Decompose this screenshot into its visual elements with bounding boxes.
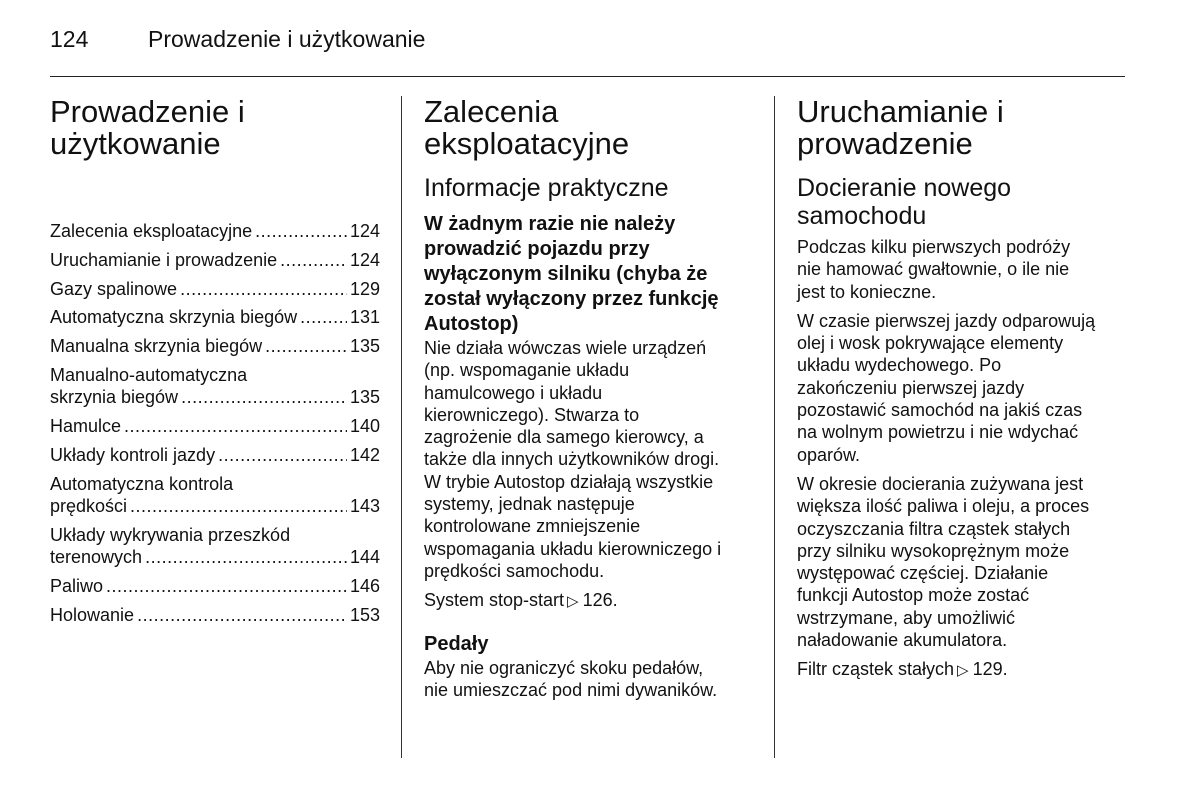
text-line: zagrożenie dla samego kierowcy, a	[424, 427, 704, 448]
toc-label: Holowanie	[50, 604, 135, 625]
text-line: na wolnym powietrzu i nie wdychać	[797, 422, 1079, 443]
toc-leader	[265, 335, 347, 357]
toc-page: 143	[349, 495, 380, 516]
toc-label: Manualna skrzynia biegów	[50, 336, 263, 357]
reference-page: 126.	[582, 590, 618, 611]
text-line: kontrolowane zmniejszenie	[424, 516, 641, 537]
warning-line: wyłączonym silniku (chyba że	[424, 263, 708, 285]
text-line: Podczas kilku pierwszych podróży	[797, 237, 1071, 257]
toc-leader	[106, 575, 347, 597]
toc-label: Automatyczna skrzynia biegów	[50, 307, 298, 328]
toc-page: 135	[349, 387, 380, 408]
toc-item[interactable]	[50, 306, 380, 328]
subsection-title-line: samochodu	[797, 202, 927, 230]
text-line: nie hamować gwałtownie, o ile nie	[797, 259, 1070, 280]
toc-label: Układy wykrywania przeszkód	[50, 524, 291, 545]
reference-page: 129.	[972, 659, 1008, 680]
toc-item[interactable]	[50, 473, 380, 518]
text-line: przy silniku wysokoprężnym może	[797, 540, 1070, 561]
toc-label: skrzynia biegów	[50, 387, 179, 408]
toc-label: terenowych	[50, 547, 143, 568]
body-paragraph	[797, 473, 1132, 651]
pedals-heading: Pedały	[424, 632, 489, 655]
text-line: systemy, jednak następuje	[424, 494, 635, 515]
cross-reference[interactable]	[424, 589, 756, 613]
text-line: zakończeniu pierwszej jazdy	[797, 377, 1025, 398]
text-line: Aby nie ograniczyć skoku pedałów,	[424, 657, 704, 678]
toc-leader	[300, 306, 347, 328]
reference-text: Filtr cząstek stałych	[797, 659, 955, 680]
warning-line: Autostop)	[424, 313, 519, 335]
text-line: W trybie Autostop działają wszystkie	[424, 471, 714, 492]
toc-item[interactable]	[50, 335, 380, 357]
toc-page: 124	[349, 249, 380, 270]
table-of-contents	[50, 220, 380, 626]
warning-line: prowadzić pojazdu przy	[424, 238, 650, 260]
warning-line: został wyłączony przez funkcję	[424, 288, 719, 310]
toc-page: 140	[349, 416, 380, 437]
chapter-column	[50, 96, 380, 632]
warning-heading	[424, 212, 756, 337]
text-line: układu wydechowego. Po	[797, 355, 1002, 376]
text-line: prędkości samochodu.	[424, 560, 605, 581]
text-line: pozostawić samochód na jakiś czas	[797, 400, 1083, 421]
section-title-line: Zalecenia	[424, 94, 559, 129]
toc-label: Układy kontroli jazdy	[50, 444, 216, 465]
toc-item[interactable]	[50, 444, 380, 466]
toc-item[interactable]	[50, 364, 380, 409]
text-line: nie umieszczać pod nimi dywaników.	[424, 679, 718, 700]
page-header	[50, 26, 1125, 77]
section-column	[424, 96, 756, 708]
text-line: występować częściej. Działanie	[797, 563, 1049, 584]
text-line: funkcji Autostop może zostać	[797, 585, 1030, 606]
page-number: 124	[50, 26, 89, 52]
toc-label: Uruchamianie i prowadzenie	[50, 249, 278, 270]
toc-leader	[137, 604, 347, 626]
toc-leader	[145, 546, 347, 568]
text-line: wspomagania układu kierowniczego i	[424, 538, 722, 559]
reference-text: System stop-start	[424, 590, 565, 611]
toc-item[interactable]	[50, 415, 380, 437]
toc-page: 144	[349, 547, 380, 568]
text-line: W okresie docierania zużywana jest	[797, 473, 1084, 494]
subsection-title: Informacje praktyczne	[424, 174, 669, 202]
text-line: oparów.	[797, 444, 861, 465]
section-title	[424, 96, 756, 160]
text-line: (np. wspomaganie układu	[424, 360, 630, 381]
text-line: olej i wosk pokrywające elementy	[797, 333, 1064, 354]
toc-item[interactable]	[50, 220, 380, 242]
toc-leader	[255, 220, 347, 242]
subsection-title-line: Docieranie nowego	[797, 174, 1012, 202]
toc-page: 135	[349, 336, 380, 357]
subsection-title	[797, 174, 1132, 230]
arrow-right-icon: ▷	[567, 593, 579, 611]
toc-item[interactable]	[50, 524, 380, 569]
text-line: Nie działa wówczas wiele urządzeń	[424, 338, 707, 358]
toc-leader	[130, 495, 347, 517]
toc-page: 153	[349, 604, 380, 625]
warning-line: W żadnym razie nie należy	[424, 213, 676, 235]
text-line: naładowanie akumulatora.	[797, 630, 1008, 651]
toc-label: Hamulce	[50, 416, 122, 437]
body-paragraph	[424, 337, 756, 582]
text-line: jest to konieczne.	[797, 281, 937, 302]
text-line: większa ilość paliwa i oleju, a proces	[797, 496, 1090, 517]
text-line: także dla innych użytkowników drogi.	[424, 449, 720, 470]
toc-leader	[180, 278, 347, 300]
chapter-title-line: użytkowanie	[50, 126, 221, 161]
toc-item[interactable]	[50, 249, 380, 271]
toc-page: 131	[349, 307, 380, 328]
text-line: hamulcowego i układu	[424, 382, 603, 403]
toc-label: Manualno-automatyczna	[50, 364, 248, 385]
column-divider	[774, 96, 775, 758]
section-title-line: eksploatacyjne	[424, 126, 630, 161]
cross-reference[interactable]	[797, 658, 1132, 682]
body-paragraph	[424, 657, 756, 702]
section-title-line: prowadzenie	[797, 126, 973, 161]
toc-leader	[280, 249, 347, 271]
toc-label: Gazy spalinowe	[50, 278, 178, 299]
body-paragraph	[797, 310, 1132, 466]
arrow-right-icon: ▷	[957, 662, 969, 680]
toc-leader	[181, 386, 347, 408]
text-line: kierowniczego). Stwarza to	[424, 404, 640, 425]
toc-label: Paliwo	[50, 575, 104, 596]
chapter-title	[50, 96, 380, 160]
toc-leader	[218, 444, 347, 466]
toc-label: Zalecenia eksploatacyjne	[50, 221, 253, 241]
column-divider	[401, 96, 402, 758]
section-title	[797, 96, 1132, 160]
body-paragraph	[797, 236, 1132, 303]
toc-item[interactable]	[50, 278, 380, 300]
toc-page: 146	[349, 575, 380, 596]
toc-leader	[124, 415, 347, 437]
section-column	[797, 96, 1132, 690]
toc-label: Automatyczna kontrola	[50, 473, 234, 494]
toc-item[interactable]	[50, 604, 380, 626]
toc-page: 124	[349, 221, 380, 241]
running-title: Prowadzenie i użytkowanie	[148, 26, 426, 52]
toc-item[interactable]	[50, 575, 380, 597]
text-line: W czasie pierwszej jazdy odparowują	[797, 310, 1096, 331]
chapter-title-line: Prowadzenie i	[50, 94, 245, 129]
toc-label: prędkości	[50, 495, 128, 516]
text-line: oczyszczania filtra cząstek stałych	[797, 518, 1071, 539]
section-title-line: Uruchamianie i	[797, 94, 1004, 129]
toc-page: 142	[349, 444, 380, 465]
text-line: wstrzymane, aby umożliwić	[797, 607, 1016, 628]
toc-page: 129	[349, 278, 380, 299]
